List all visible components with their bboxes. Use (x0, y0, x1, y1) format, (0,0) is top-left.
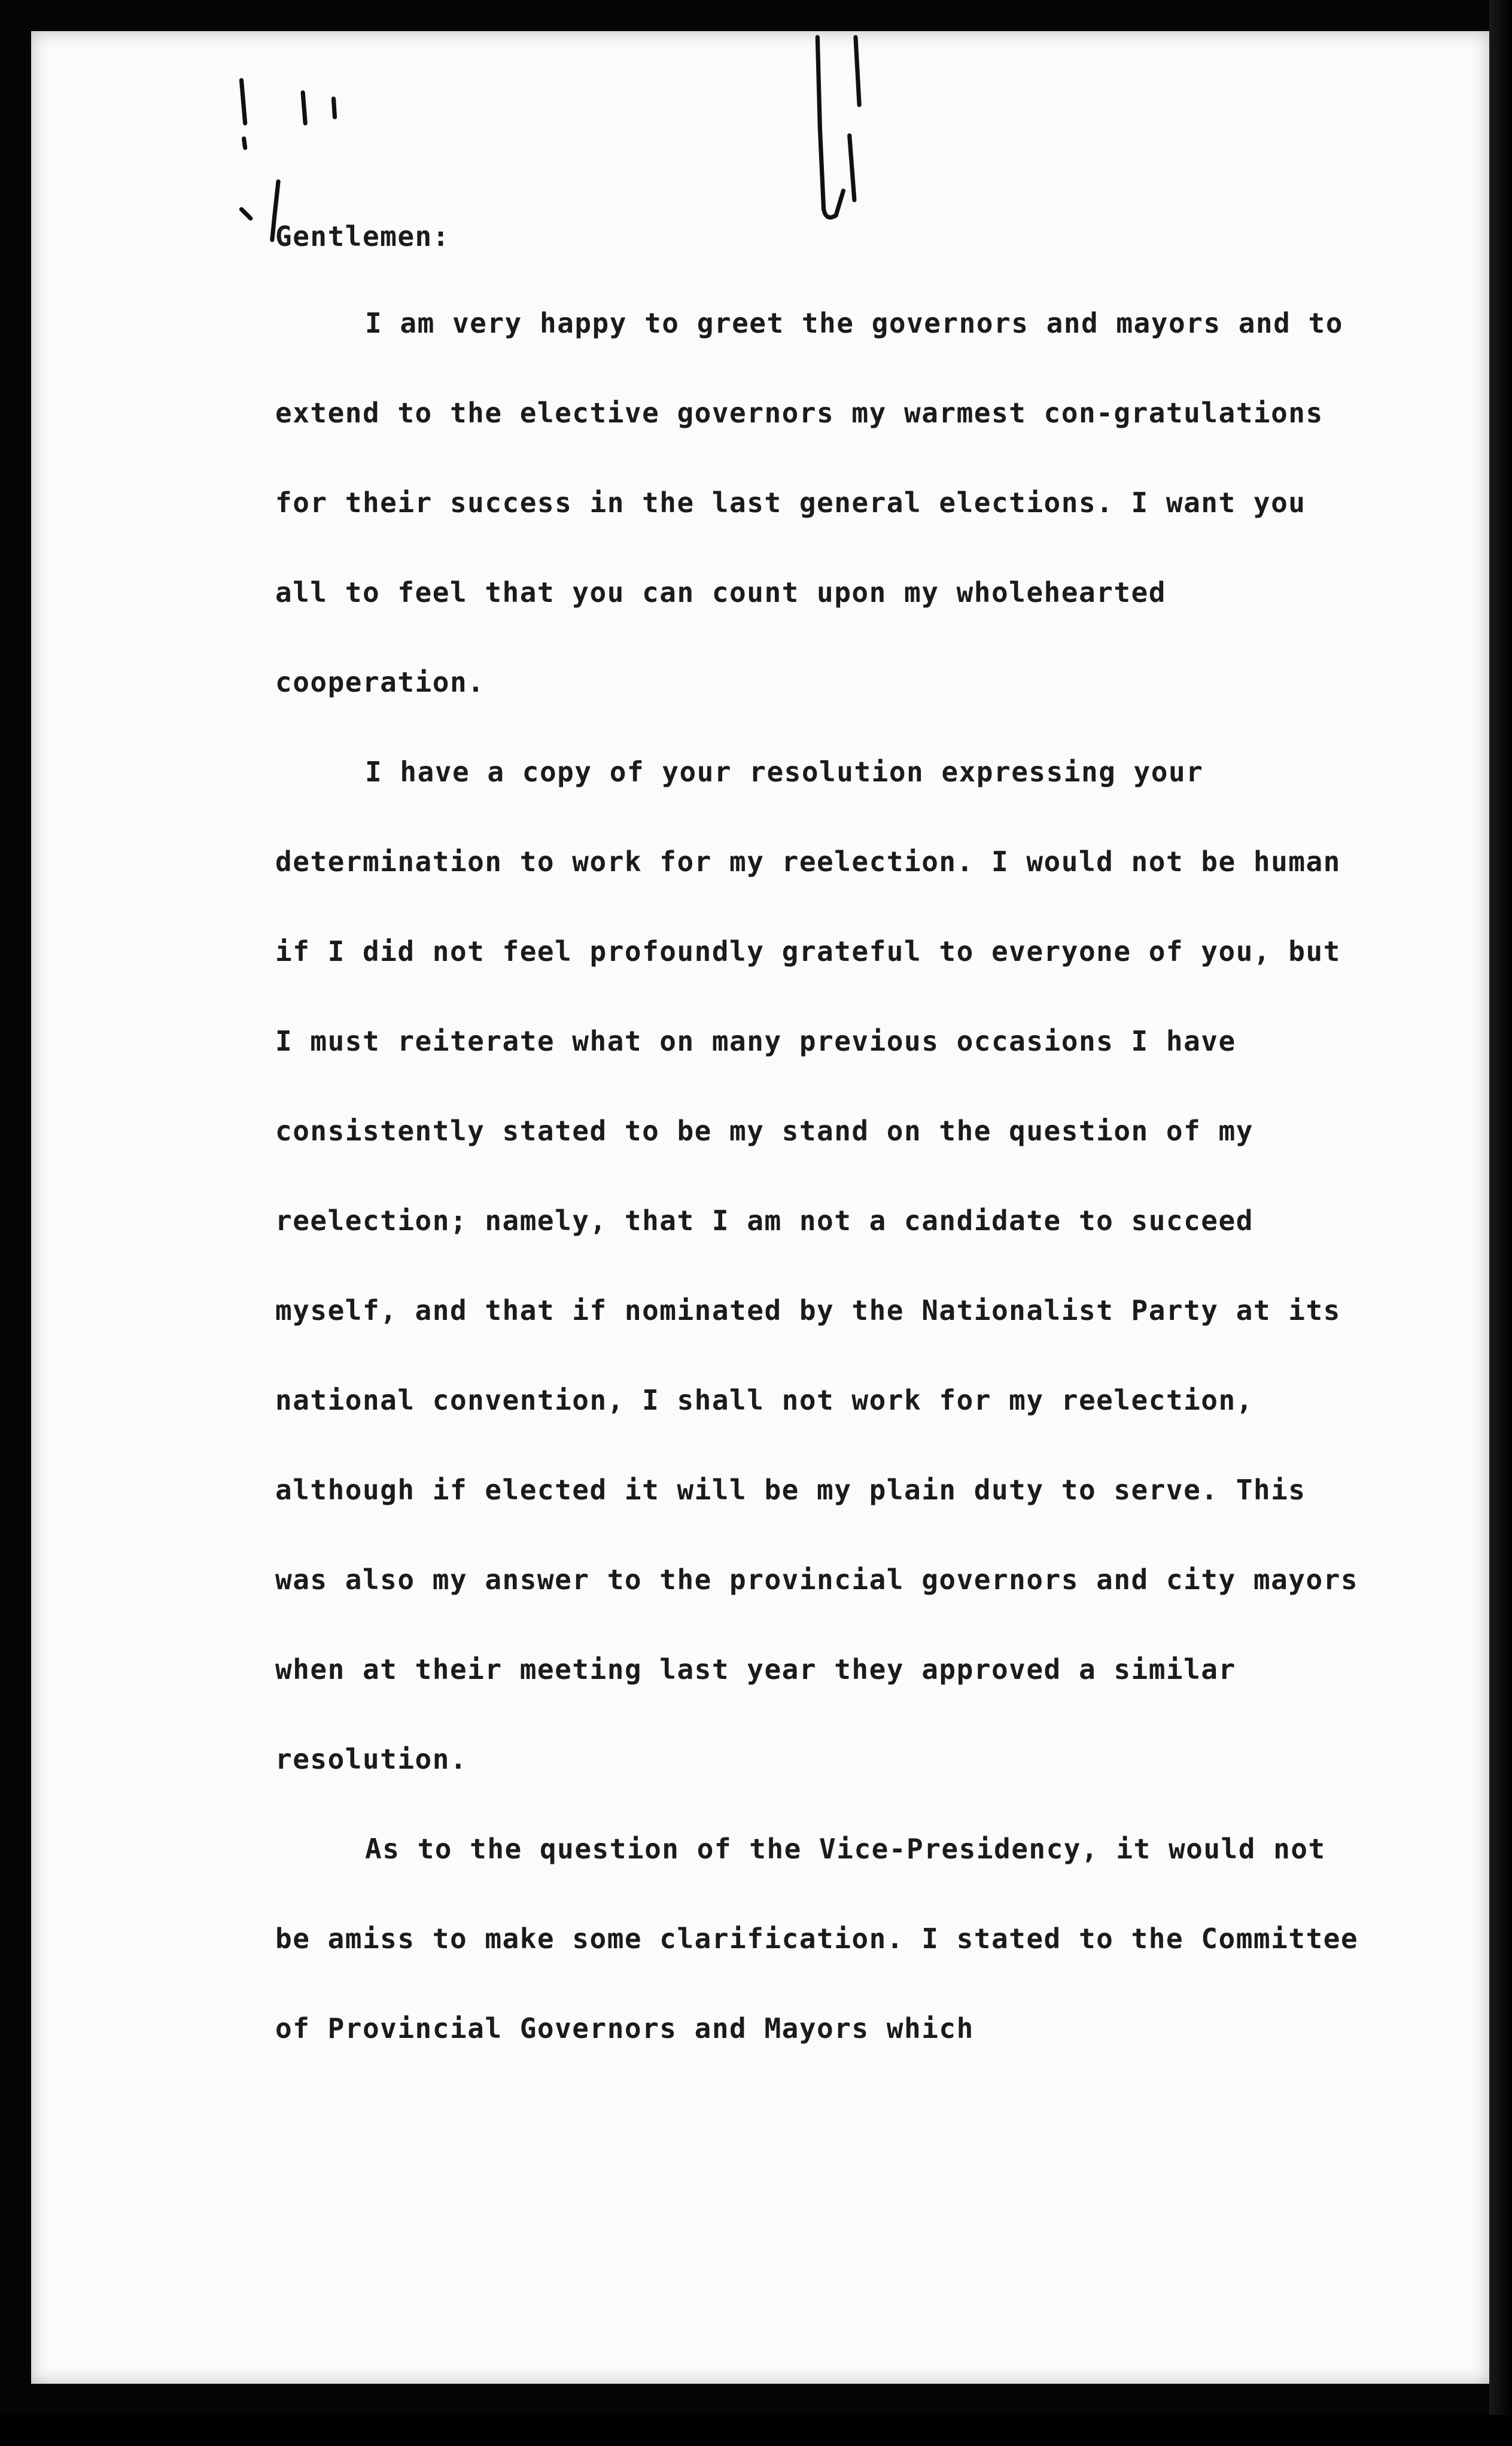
pen-mark-6 (241, 209, 250, 218)
pen-mark-1 (241, 80, 245, 123)
document-page (31, 31, 1489, 2384)
pen-mark-2 (244, 139, 245, 148)
salutation: Gentlemen: (275, 220, 450, 252)
paragraph-3: As to the question of the Vice-Presidency, it would not be amiss to make some clarification. I stated to the Committee of Provincial Governors and Mayors which (275, 1833, 1359, 2045)
pen-mark-7 (856, 37, 859, 105)
paragraph-1: I am very happy to greet the governors and mayors and to extend to the elective governors my warmest con-gratulations for their success in the last general elections. I want you all to feel that you can count upon my wholehearted cooperation. (275, 307, 1343, 698)
paperclip-mark (817, 37, 843, 217)
pen-mark-3 (303, 93, 305, 123)
paragraph-2: I have a copy of your resolution expressing your determination to work for my reelection. I would not be human if I did not feel profoundly grateful to everyone of you, but I must reiterate what on many previous occasions I have consistently stated to be my stand on the question of my reelection; namely, that I am not a candidate to succeed myself, and that if nominated by the Nationalist Party at its national convention, I shall not work for my reelection, although if elected it will be my plain duty to serve. This was also my answer to the provincial governors and city mayors when at their meeting last year they approved a similar resolution. (275, 756, 1359, 1775)
pen-mark-8 (850, 135, 854, 200)
film-edge (1489, 0, 1512, 2415)
typed-letter-body (275, 206, 1364, 2073)
pen-mark-4 (333, 99, 334, 117)
